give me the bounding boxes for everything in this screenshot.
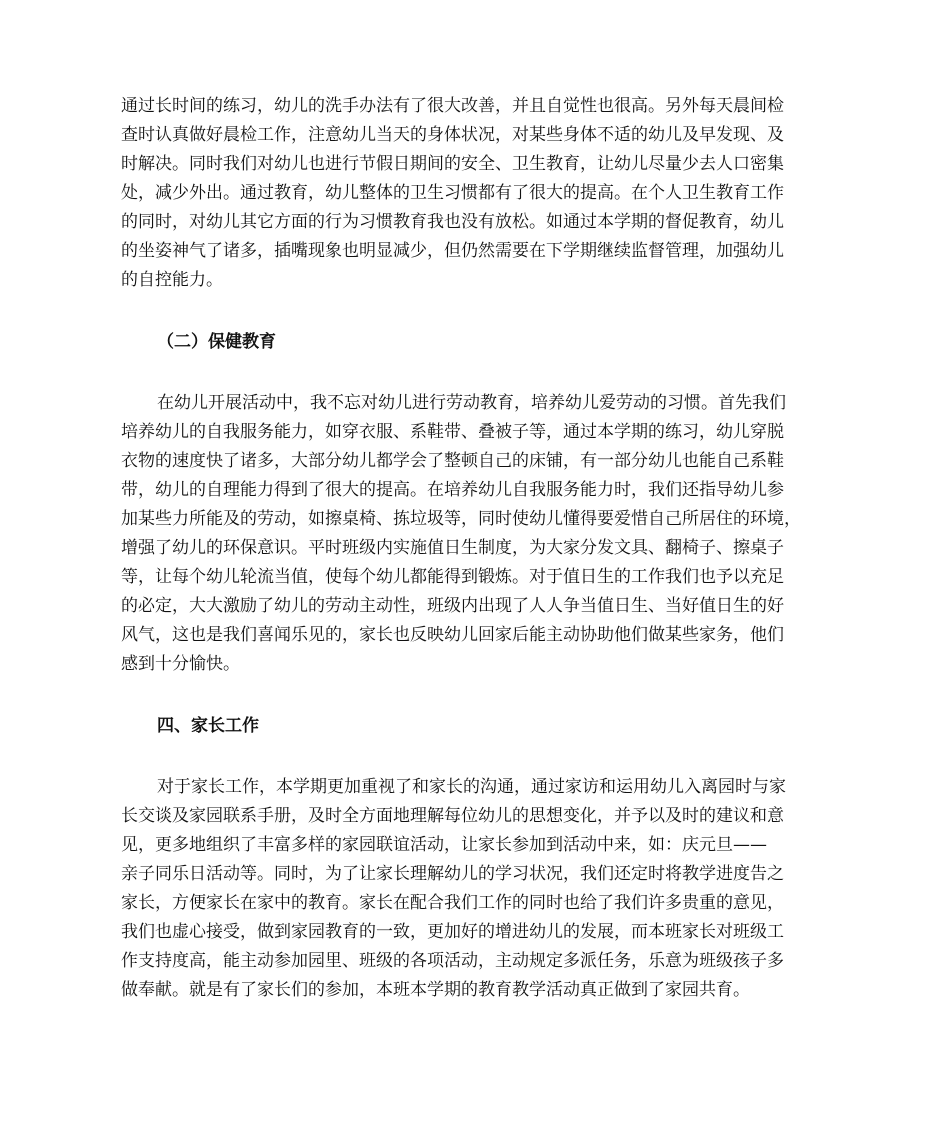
paragraph-parent-communication: 对于家长工作，本学期更加重视了和家长的沟通，通过家访和运用幼儿入离园时与家 长交谈及家园联系手册，及时全方面地理解每位幼儿的思想变化，并予以及时的建议和意 见，更多地组织了丰富多样的家园联谊活动，让家长参加到活动中来，如：庆元旦—— 亲子同乐日活动等。同时，为了让家长理解幼儿的学习状况，我们还定时将教学进度告之 家长，方便家长在家中的教育。家长在配合我们工作的同时也给了我们许多贵重的意见， 我们也虚心接受，做到家园教育的一致，更加好的增进幼儿的发展，而本班家长对班级工 作支持度高，能主动参加园里、班级的各项活动，主动规定多派任务，乐意为班级孩子多 做奉献。就是有了家长们的参加，本班本学期的教育教学活动真正做到了家园共育。: [121, 777, 786, 1000]
paragraph-labor-education: 在幼儿开展活动中，我不忘对幼儿进行劳动教育，培养幼儿爱劳动的习惯。首先我们 培养幼儿的自我服务能力，如穿衣服、系鞋带、叠被子等，通过本学期的练习，幼儿穿脱 衣物的速度快了诸多，大部分幼儿都学会了整顿自己的床铺，有一部分幼儿也能自己系鞋 带，幼儿的自理能力得到了很大的提高。在培养幼儿自我服务能力时，我们还指导幼儿参 加某些力所能及的劳动，如擦桌椅、拣垃圾等，同时使幼儿懂得要爱惜自己所居住的环境， 增强了幼儿的环保意识。平时班级内实施值日生制度，为大家分发文具、翻椅子、擦桌子 等，让每个幼儿轮流当值，使每个幼儿都能得到锻炼。对于值日生的工作我们也予以充足 的必定，大大激励了幼儿的劳动主动性，班级内出现了人人争当值日生、当好值日生的好 风气，这也是我们喜闻乐见的，家长也反映幼儿回家后能主动协助他们做某些家务，他们 感到十分愉快。: [121, 393, 801, 674]
paragraph-spacer: [121, 295, 833, 328]
paragraph-spacer: [121, 741, 833, 773]
section-heading-parent-work: 四、家长工作: [157, 716, 259, 736]
document-page: [121, 92, 833, 1005]
section-heading-health-education: （二）保健教育: [157, 332, 276, 352]
paragraph-spacer: [121, 679, 833, 712]
paragraph-hygiene-habits: 通过长时间的练习，幼儿的洗手办法有了很大改善，并且自觉性也很高。另外每天晨间检 查时认真做好晨检工作，注意幼儿当天的身体状况，对某些身体不适的幼儿及早发现、及 时解决。同时我们对幼儿也进行节假日期间的安全、卫生教育，让幼儿尽量少去人口密集 处，减少外出。通过教育，幼儿整体的卫生习惯都有了很大的提高。在个人卫生教育工作 的同时，对幼儿其它方面的行为习惯教育我也没有放松。如通过本学期的督促教育，幼儿 的坐姿神气了诸多，插嘴现象也明显减少，但仍然需要在下学期继续监督管理，加强幼儿 的自控能力。: [121, 96, 784, 290]
paragraph-spacer: [121, 357, 833, 389]
